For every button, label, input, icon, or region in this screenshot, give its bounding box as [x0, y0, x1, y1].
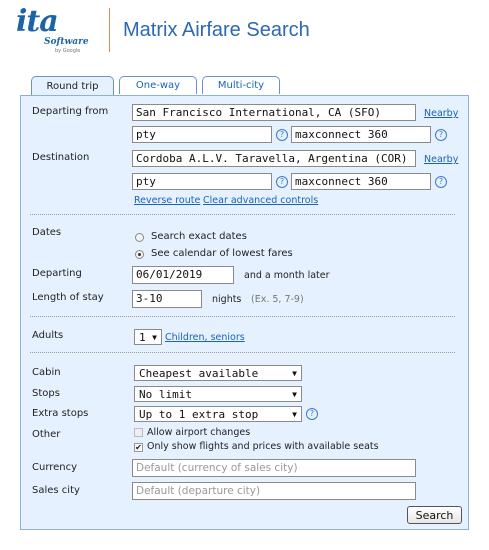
stops-label: Stops	[32, 388, 60, 399]
header-divider	[109, 8, 110, 52]
only-available-seats-checkbox[interactable]: ✔	[135, 443, 142, 452]
destination-routing-input[interactable]: pty	[132, 173, 272, 190]
exact-dates-radio[interactable]	[135, 233, 144, 242]
tab-multi-city[interactable]: Multi-city	[202, 76, 280, 94]
origin-routing-help-icon[interactable]: ?	[276, 129, 288, 141]
destination-nearby-link[interactable]: Nearby	[424, 154, 459, 165]
destination-routing-help-icon[interactable]: ?	[276, 176, 288, 188]
stops-select[interactable]	[134, 386, 302, 402]
section-divider	[30, 316, 455, 317]
reverse-route-link[interactable]: Reverse route	[134, 195, 201, 206]
destination-extension-help-icon[interactable]: ?	[435, 176, 447, 188]
cabin-select[interactable]	[134, 365, 302, 381]
chevron-down-icon: ▼	[292, 410, 297, 419]
search-button[interactable]: Search	[407, 506, 462, 524]
tab-one-way[interactable]: One-way	[119, 76, 197, 94]
adults-select-value: 1	[139, 331, 146, 344]
destination-label: Destination	[32, 152, 90, 163]
length-of-stay-label: Length of stay	[32, 292, 104, 303]
length-of-stay-input[interactable]: 3-10	[132, 290, 202, 308]
cabin-label: Cabin	[32, 367, 61, 378]
section-divider	[30, 352, 455, 353]
stops-select-value: No limit	[139, 388, 192, 401]
section-divider	[30, 214, 455, 215]
only-available-seats-label: Only show flights and prices with available seats	[147, 441, 379, 452]
departing-suffix: and a month later	[244, 270, 330, 281]
extra-stops-select-value: Up to 1 extra stop	[139, 408, 259, 421]
sales-city-label: Sales city	[32, 485, 80, 496]
clear-advanced-controls-link[interactable]: Clear advanced controls	[203, 195, 319, 206]
adults-label: Adults	[32, 330, 64, 341]
page-title: Matrix Airfare Search	[123, 19, 310, 41]
dates-label: Dates	[32, 227, 62, 238]
origin-input[interactable]: San Francisco International, CA (SFO)	[132, 104, 416, 121]
sales-city-input[interactable]: Default (departure city)	[132, 482, 416, 500]
other-label: Other	[32, 429, 61, 440]
chevron-down-icon: ▼	[292, 369, 297, 378]
extra-stops-label: Extra stops	[32, 408, 89, 419]
destination-extension-input[interactable]: maxconnect 360	[291, 173, 431, 190]
extra-stops-help-icon[interactable]: ?	[306, 408, 318, 420]
chevron-down-icon: ▼	[292, 390, 297, 399]
extra-stops-select[interactable]	[134, 406, 302, 422]
origin-nearby-link[interactable]: Nearby	[424, 108, 459, 119]
currency-input[interactable]: Default (currency of sales city)	[132, 459, 416, 477]
stay-hint: (Ex. 5, 7-9)	[251, 294, 304, 305]
origin-extension-input[interactable]: maxconnect 360	[291, 126, 431, 143]
origin-extension-help-icon[interactable]: ?	[435, 129, 447, 141]
calendar-label: See calendar of lowest fares	[151, 248, 293, 259]
logo-wordmark: ita	[16, 4, 58, 39]
allow-airport-changes-label: Allow airport changes	[147, 427, 251, 438]
nights-label: nights	[212, 294, 242, 305]
ita-software-logo	[14, 6, 94, 54]
logo-by-google: by Google	[55, 48, 81, 54]
currency-label: Currency	[32, 462, 78, 473]
origin-routing-input[interactable]: pty	[132, 126, 272, 143]
adults-select[interactable]	[134, 329, 162, 345]
destination-input[interactable]: Cordoba A.L.V. Taravella, Argentina (COR)	[132, 150, 416, 167]
origin-label: Departing from	[32, 106, 109, 117]
calendar-radio[interactable]	[135, 250, 144, 259]
tab-round-trip[interactable]: Round trip	[31, 76, 114, 96]
cabin-select-value: Cheapest available	[139, 367, 259, 380]
children-seniors-link[interactable]: Children, seniors	[165, 332, 245, 343]
allow-airport-changes-checkbox[interactable]	[134, 428, 143, 437]
chevron-down-icon: ▼	[152, 333, 157, 342]
departing-date-input[interactable]: 06/01/2019	[132, 266, 234, 284]
logo-subtitle: Software	[44, 37, 89, 47]
departing-label: Departing	[32, 268, 82, 279]
exact-dates-label: Search exact dates	[151, 231, 247, 242]
